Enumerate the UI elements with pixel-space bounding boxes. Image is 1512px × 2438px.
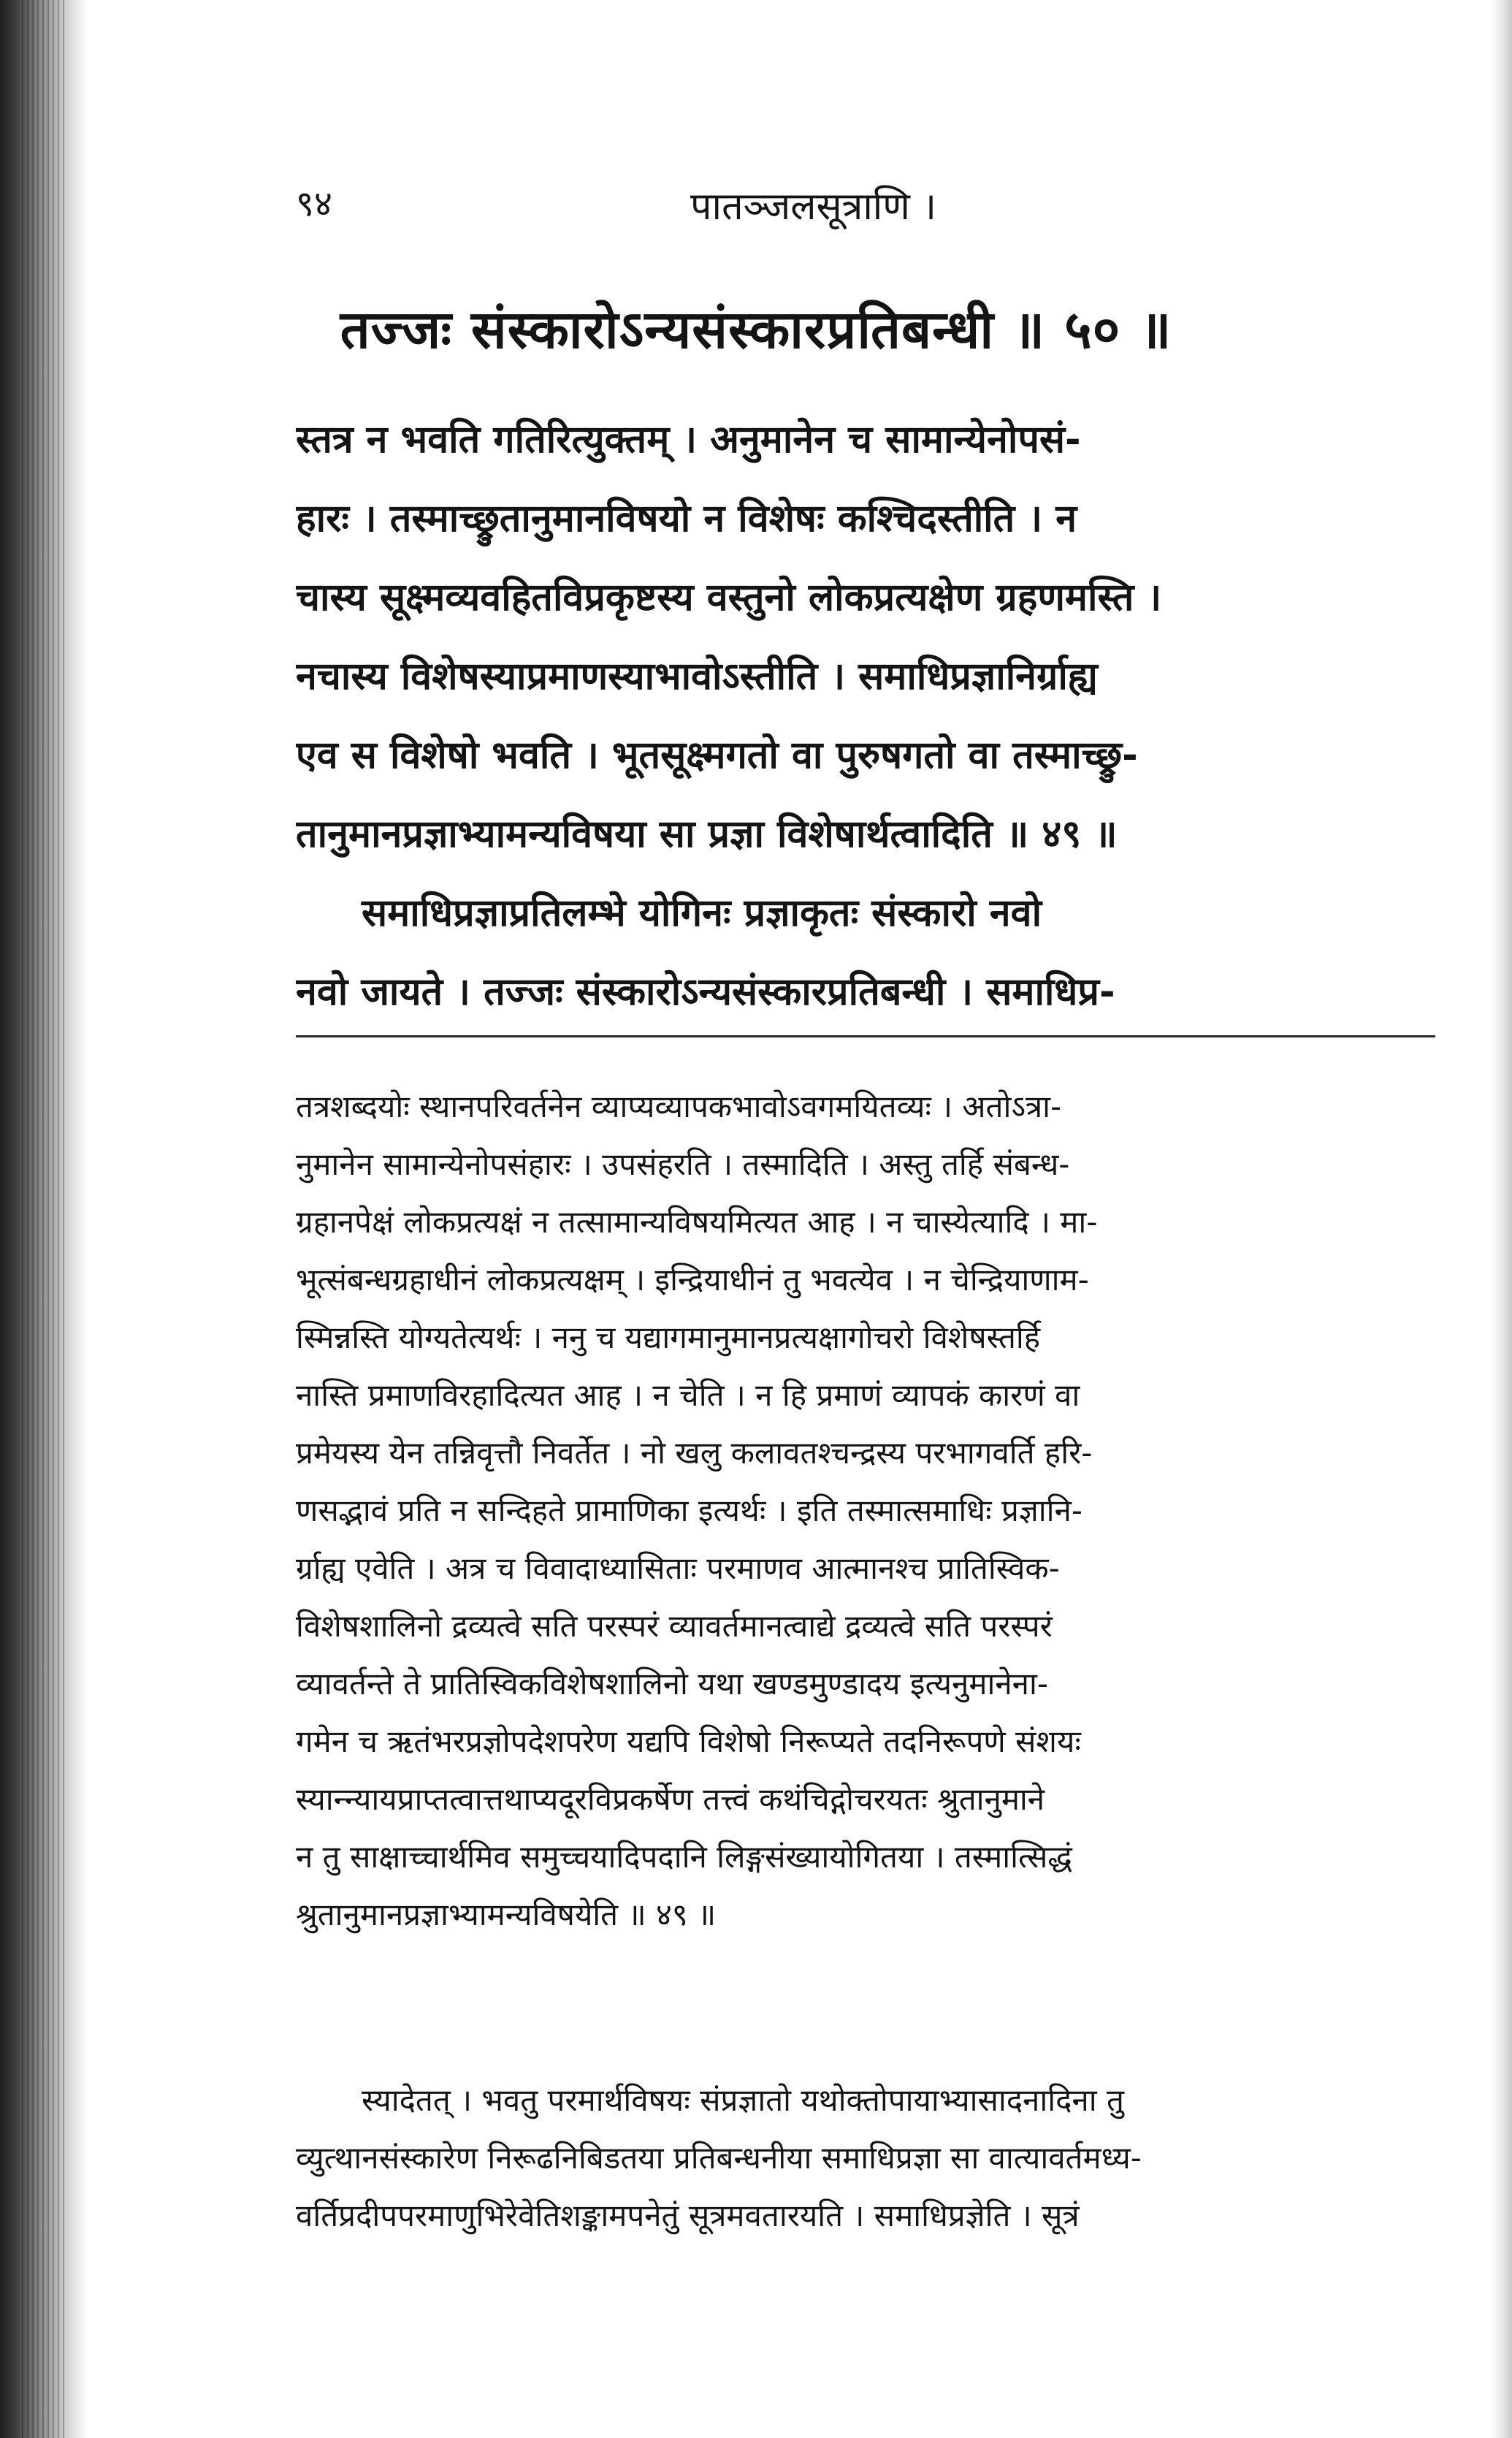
commentary-line: भूत्संबन्धग्रहाधीनं लोकप्रत्यक्षम् । इन्द्रियाधीनं तु भवत्येव । न चेन्द्रियाणाम- <box>296 1262 1089 1298</box>
running-title: पातञ्जलसूत्राणि । <box>690 185 937 229</box>
bhashya-line: एव स विशेषो भवति । भूतसूक्ष्मगतो वा पुरुषगतो वा तस्माच्छ्रु- <box>296 734 1138 777</box>
commentary-line: व्युत्थानसंस्कारेण निरूढनिबिडतया प्रतिबन्धनीया समाधिप्रज्ञा सा वात्यावर्तमध्य- <box>296 2140 1142 2176</box>
commentary-next-text-block <box>296 2071 1435 2244</box>
commentary-line: न तु साक्षाच्चार्थमिव समुच्चयादिपदानि लिङ्गसंख्यायोगितया । तस्मात्सिद्धं <box>296 1839 1072 1875</box>
bhashya-line: चास्य सूक्ष्मव्यवहितविप्रकृष्टस्य वस्तुनो लोकप्रत्यक्षेण ग्रहणमस्ति । <box>296 576 1162 620</box>
bhashya-line: तानुमानप्रज्ञाभ्यामन्यविषया सा प्रज्ञा विशेषार्थत्वादिति ॥ ४९ ॥ <box>296 812 1118 856</box>
page-number: ९४ <box>296 183 332 224</box>
bhashya-text-block <box>296 400 1435 1032</box>
bhashya-line: नचास्य विशेषस्याप्रमाणस्याभावोऽस्तीति । समाधिप्रज्ञानिर्ग्राह्य <box>296 655 1098 698</box>
commentary-line: प्रमेयस्य येन तन्निवृत्तौ निवर्तेत । नो खलु कलावतश्चन्द्रस्य परभागवर्ति हरि- <box>296 1435 1093 1471</box>
bhashya-line: नवो जायते । तज्जः संस्कारोऽन्यसंस्कारप्रतिबन्धी । समाधिप्र- <box>296 970 1115 1014</box>
commentary-text-block <box>296 1078 1435 1943</box>
commentary-line: गमेन च ऋतंभरप्रज्ञोपदेशपरेण यद्यपि विशेषो निरूप्यते तदनिरूपणे संशयः <box>296 1723 1081 1759</box>
section-divider <box>296 1035 1435 1037</box>
commentary-line: स्मिन्नस्ति योग्यतेत्यर्थः । ननु च यद्यागमानुमानप्रत्यक्षागोचरो विशेषस्तर्हि <box>296 1319 1041 1355</box>
commentary-line: व्यावर्तन्ते ते प्रातिस्विकविशेषशालिनो यथा खण्डमुण्डादय इत्यनुमानेना- <box>296 1666 1048 1702</box>
commentary-line: नास्ति प्रमाणविरहादित्यत आह । न चेति । न हि प्रमाणं व्यापकं कारणं वा <box>296 1377 1080 1413</box>
commentary-line: र्ग्राह्य एवेति । अत्र च विवादाध्यासिताः परमाणव आत्मानश्च प्रातिस्विक- <box>296 1550 1060 1586</box>
bhashya-line: हारः । तस्माच्छ्रुतानुमानविषयो न विशेषः कश्चिदस्तीति । न <box>296 497 1077 541</box>
commentary-line: विशेषशालिनो द्रव्यत्वे सति परस्परं व्यावर्तमानत्वाद्ये द्रव्यत्वे सति परस्परं <box>296 1608 1053 1644</box>
commentary-line: स्यादेतत् । भवतु परमार्थविषयः संप्रज्ञातो यथोक्तोपायाभ्यासादनादिना तु <box>362 2082 1124 2118</box>
commentary-line: नुमानेन सामान्येनोपसंहारः । उपसंहरति । तस्मादिति । अस्तु तर्हि संबन्ध- <box>296 1146 1070 1182</box>
commentary-line: ग्रहानपेक्षं लोकप्रत्यक्षं न तत्सामान्यविषयमित्यत आह । न चास्येत्यादि । मा- <box>296 1204 1098 1240</box>
commentary-line: णसद्भावं प्रति न सन्दिहते प्रामाणिका इत्यर्थः । इति तस्मात्समाधिः प्रज्ञानि- <box>296 1493 1083 1528</box>
commentary-line: श्रुतानुमानप्रज्ञाभ्यामन्यविषयेति ॥ ४९ ॥ <box>296 1897 717 1932</box>
commentary-line: तत्रशब्दयोः स्थानपरिवर्तनेन व्याप्यव्यापकभावोऽवगमयितव्यः । अतोऽत्रा- <box>296 1089 1062 1124</box>
commentary-line: वर्तिप्रदीपपरमाणुभिरेवेतिशङ्कामपनेतुं सूत्रमवतारयति । समाधिप्रज्ञेति । सूत्रं <box>296 2198 1080 2233</box>
bhashya-line: समाधिप्रज्ञाप्रतिलम्भे योगिनः प्रज्ञाकृतः संस्कारो नवो <box>362 891 1042 935</box>
page-header <box>296 179 1435 237</box>
commentary-line: स्यान्न्यायप्राप्तत्वात्तथाप्यदूरविप्रकर्षेण तत्त्वं कथंचिद्गोचरयतः श्रुतानुमाने <box>296 1781 1045 1817</box>
sutra-heading: तज्जः संस्कारोऽन्यसंस्कारप्रतिबन्धी ॥ ५० ॥ <box>340 299 1172 360</box>
bhashya-line: स्तत्र न भवति गतिरित्युक्तम् । अनुमानेन च सामान्येनोपसं- <box>296 418 1081 462</box>
